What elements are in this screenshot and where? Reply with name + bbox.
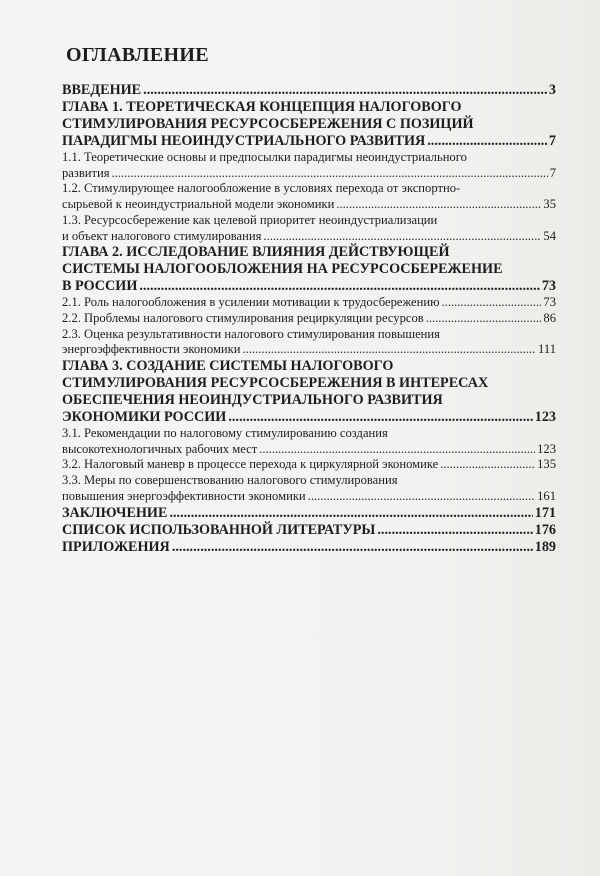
toc-entry-line: 1.3. Ресурсосбережение как целевой приоритет неоиндустриализации: [62, 212, 438, 227]
toc-entry-text: и объект налогового стимулирования: [62, 228, 262, 243]
toc-entry-text: повышения энергоэффективности экономики: [62, 488, 306, 503]
toc-entry-line: 2.3. Оценка результативности налогового стимулирования повышения: [62, 326, 440, 341]
dot-leader: [426, 311, 542, 327]
toc-chapter-entry[interactable]: [62, 539, 556, 556]
toc-page-number: 7: [548, 133, 556, 149]
toc-entry-line: ГЛАВА 3. СОЗДАНИЕ СИСТЕМЫ НАЛОГОВОГО: [62, 358, 394, 375]
toc-entry-last-line: [62, 166, 556, 182]
dot-leader: [243, 342, 537, 358]
toc-section-entry[interactable]: [62, 311, 556, 327]
toc-section-entry[interactable]: [62, 457, 556, 473]
toc-entry-last-line: [62, 229, 556, 245]
toc-page-number: 111: [538, 342, 556, 357]
toc-entry-line: СТИМУЛИРОВАНИЯ РЕСУРСОСБЕРЕЖЕНИЯ С ПОЗИЦИЙ: [62, 116, 474, 132]
toc-section-entry[interactable]: [62, 181, 556, 212]
toc-chapter-entry[interactable]: [62, 522, 556, 539]
toc-entry-text: ВВЕДЕНИЕ: [62, 82, 142, 98]
toc-entry-last-line: [62, 522, 556, 539]
toc-entry-last-line: [62, 295, 556, 311]
dot-leader: [336, 197, 541, 213]
toc-entry-line: СИСТЕМЫ НАЛОГООБЛОЖЕНИЯ НА РЕСУРСОСБЕРЕЖЕНИЕ: [62, 261, 503, 278]
toc-entry-last-line: [62, 278, 556, 295]
toc-entry-line: ГЛАВА 2. ИССЛЕДОВАНИЕ ВЛИЯНИЯ ДЕЙСТВУЮЩЕЙ: [62, 244, 450, 261]
dot-leader: [143, 82, 547, 99]
toc-section-entry[interactable]: [62, 213, 556, 244]
toc-section-entry[interactable]: [62, 426, 556, 457]
toc-page-number: 73: [541, 278, 556, 295]
toc-entry-text: 2.2. Проблемы налогового стимулирования рециркуляции ресурсов: [62, 310, 424, 325]
toc-section-entry[interactable]: [62, 150, 556, 181]
toc-entry-line: ГЛАВА 1. ТЕОРЕТИЧЕСКАЯ КОНЦЕПЦИЯ НАЛОГОВОГО: [62, 99, 462, 115]
dot-leader: [377, 522, 532, 539]
table-of-contents: [62, 82, 556, 556]
toc-entry-text: сырьевой к неоиндустриальной модели экономики: [62, 197, 335, 212]
toc-page-number: 135: [537, 457, 556, 472]
toc-entry-text: ПРИЛОЖЕНИЯ: [62, 538, 170, 555]
toc-entry-line: СТИМУЛИРОВАНИЯ РЕСУРСОСБЕРЕЖЕНИЯ В ИНТЕРЕСАХ: [62, 375, 489, 392]
toc-entry-line: 1.1. Теоретические основы и предпосылки парадигмы неоиндустриального: [62, 150, 467, 164]
dot-leader: [259, 442, 535, 458]
toc-page-number: 35: [543, 197, 556, 212]
toc-entry-last-line: [62, 82, 556, 99]
toc-entry-last-line: [62, 539, 556, 556]
toc-entry-line: 1.2. Стимулирующее налогообложение в условиях перехода от экспортно-: [62, 181, 461, 196]
toc-chapter-entry[interactable]: [62, 99, 556, 150]
dot-leader: [139, 278, 539, 295]
dot-leader: [169, 505, 532, 522]
toc-entry-last-line: [62, 133, 556, 150]
toc-page-number: 176: [534, 521, 556, 538]
dot-leader: [263, 229, 541, 245]
toc-entry-last-line: [62, 342, 556, 358]
toc-page-number: 161: [537, 488, 556, 503]
toc-entry-text: СПИСОК ИСПОЛЬЗОВАННОЙ ЛИТЕРАТУРЫ: [62, 521, 376, 538]
dot-leader: [228, 409, 532, 426]
toc-entry-last-line: [62, 409, 556, 426]
toc-page-number: 123: [537, 441, 556, 456]
toc-chapter-entry[interactable]: [62, 505, 556, 522]
toc-page-number: 54: [543, 228, 556, 243]
toc-entry-last-line: [62, 442, 556, 458]
dot-leader: [442, 295, 542, 311]
dot-leader: [427, 133, 547, 150]
toc-entry-text: ПАРАДИГМЫ НЕОИНДУСТРИАЛЬНОГО РАЗВИТИЯ: [62, 133, 426, 149]
toc-entry-text: ЭКОНОМИКИ РОССИИ: [62, 409, 227, 426]
toc-chapter-entry[interactable]: [62, 244, 556, 295]
dot-leader: [440, 457, 535, 473]
toc-entry-text: развития: [62, 165, 110, 180]
toc-page-number: 189: [534, 538, 556, 555]
toc-section-entry[interactable]: [62, 295, 556, 311]
toc-page-number: 171: [534, 504, 556, 521]
toc-entry-last-line: [62, 457, 556, 473]
toc-page-number: 3: [548, 82, 556, 98]
dot-leader: [172, 539, 533, 556]
toc-entry-text: 3.2. Налоговый маневр в процессе перехода к циркулярной экономике: [62, 457, 439, 472]
toc-page-number: 73: [543, 295, 556, 310]
toc-title: ОГЛАВЛЕНИЕ: [66, 44, 209, 66]
toc-entry-text: В РОССИИ: [62, 278, 138, 295]
toc-entry-line: 3.3. Меры по совершенствованию налогового стимулирования: [62, 473, 398, 488]
toc-entry-text: энергоэффективности экономики: [62, 342, 241, 357]
toc-entry-text: ЗАКЛЮЧЕНИЕ: [62, 504, 168, 521]
toc-entry-last-line: [62, 197, 556, 213]
toc-section-entry[interactable]: [62, 327, 556, 358]
dot-leader: [308, 489, 535, 505]
dot-leader: [112, 166, 548, 182]
toc-entry-text: 2.1. Роль налогообложения в усилении мотивации к трудосбережению: [62, 295, 440, 310]
toc-page-number: 86: [543, 310, 556, 325]
toc-entry-line: ОБЕСПЕЧЕНИЯ НЕОИНДУСТРИАЛЬНОГО РАЗВИТИЯ: [62, 392, 443, 409]
toc-entry-last-line: [62, 489, 556, 505]
toc-chapter-entry[interactable]: [62, 358, 556, 426]
toc-entry-last-line: [62, 505, 556, 522]
toc-page-number: 7: [549, 165, 556, 180]
toc-entry-last-line: [62, 311, 556, 327]
toc-entry-text: высокотехнологичных рабочих мест: [62, 441, 258, 456]
toc-chapter-entry[interactable]: [62, 82, 556, 99]
toc-section-entry[interactable]: [62, 473, 556, 504]
toc-entry-line: 3.1. Рекомендации по налоговому стимулированию создания: [62, 426, 388, 441]
toc-page-number: 123: [534, 409, 556, 426]
